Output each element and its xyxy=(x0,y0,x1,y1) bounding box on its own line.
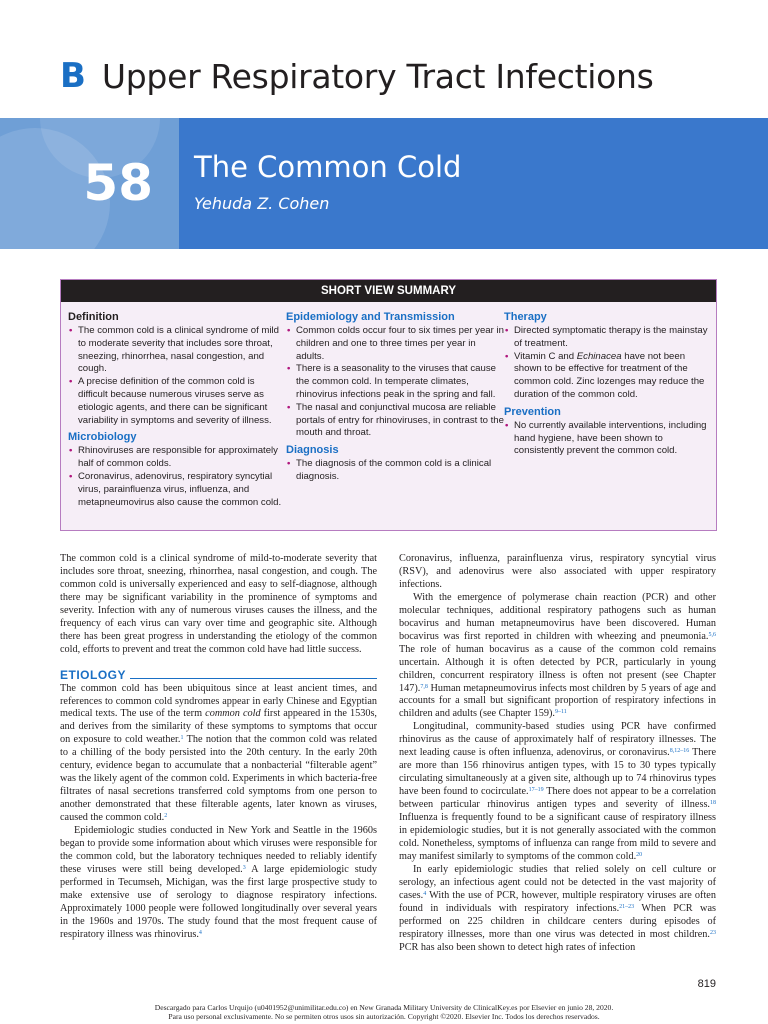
chapter-number-block xyxy=(0,118,179,249)
microbiology-list xyxy=(68,445,286,509)
list-item: • The nasal and conjunctival mucosa are reliable portals of entry for rhinoviruses, in contrast to the mouth and throat. xyxy=(286,402,504,440)
reference-link[interactable]: 21–23 xyxy=(619,903,635,910)
list-item: • The diagnosis of the common cold is a clinical diagnosis. xyxy=(286,458,504,484)
text-run: first appeared in the 1530s, and derives from the similarity of these symptoms to symptoms that occur on exposure to cold weather. xyxy=(60,708,377,746)
summary-column-3 xyxy=(504,310,709,509)
text-run: A large epidemiologic study performed in Tecumseh, Michigan, was the first large prospective study to make extensive use of serology to diagnose respiratory infections. Approximately 1000 people were followed longitudinally over several years in the 1960s and 1970s. The study found that the most frequent cause of respiratory illness was rhinovirus. xyxy=(60,863,377,940)
section-title: Upper Respiratory Tract Infections xyxy=(101,56,654,96)
definition-list xyxy=(68,325,286,427)
text-run: In early epidemiologic studies that relied solely on cell culture or serology, an infectious agent could not be detected in the vast majority of cases. xyxy=(399,863,716,901)
list-item: • Coronavirus, adenovirus, respiratory syncytial virus, parainfluenza virus, influenza, and metapneumovirus also cause the common cold. xyxy=(68,471,286,509)
chapter-author: Yehuda Z. Cohen xyxy=(194,194,330,213)
therapy-heading: Therapy xyxy=(504,311,547,323)
epidemiology-heading: Epidemiology and Transmission xyxy=(286,311,455,323)
prevention-heading: Prevention xyxy=(504,405,561,418)
therapy-emphasis: Echinacea xyxy=(576,350,622,362)
reference-link[interactable]: 20 xyxy=(636,851,643,858)
text-run: Human metapneumovirus infects most children by 5 years of age and accounts for a small but significant proportion of respiratory infections in children and adults (see Chapter 159). xyxy=(399,682,716,720)
list-item: • A precise definition of the common cold is difficult because numerous viruses serve as etiologic agents, and there can be significant variability in symptoms and severity of illness. xyxy=(68,376,286,427)
therapy-text: Vitamin C and xyxy=(514,350,577,362)
definition-heading: Definition xyxy=(68,311,119,323)
reference-link[interactable]: 1 xyxy=(180,735,184,742)
body-paragraph: Coronavirus, influenza, parainfluenza virus, respiratory syncytial virus (RSV), and adenovirus were also associated with upper respiratory infections. xyxy=(399,553,716,590)
reference-link[interactable]: 9–11 xyxy=(554,709,567,716)
diagnosis-list xyxy=(286,458,504,484)
text-run: When PCR was performed on 225 children in childcare centers during episodes of respiratory illnesses, more than one virus was detected in most children. xyxy=(399,902,716,940)
heading-rule xyxy=(130,678,377,679)
list-item: • Rhinoviruses are responsible for approximately half of common colds. xyxy=(68,445,286,471)
etiology-paragraph xyxy=(60,683,377,825)
list-item: • Common colds occur four to six times per year in children and one to three times per year in adults. xyxy=(286,325,504,363)
text-run: Epidemiologic studies conducted in New York and Seattle in the 1960s began to provide some information about which viruses were responsible for the common cold, but the laboratory techniques needed to reliably identify these viruses were still being developed. xyxy=(60,825,377,875)
text-run: The notion that the common cold was related to a chilling of the body persisted into the 20th century. In the early 20th century, evidence began to accumulate that a nonbacterial “filterable agent” was the likely agent of the common cold. Experiments in which bacteria-free filtrates of nasal secretions transferred cold symptoms from one person to another demonstrated that these filterable agents, later known as viruses, caused the common cold. xyxy=(60,734,377,824)
text-run: With the use of PCR, however, multiple respiratory viruses are often found in individuals with respiratory infections. xyxy=(399,889,716,914)
text-run: With the emergence of polymerase chain reaction (PCR) and other molecular techniques, additional respiratory pathogens such as human bocavirus and human metapneumovirus have been discovered. Human bocavirus was first reported in children with wheezing and pneumonia. xyxy=(399,591,716,642)
reference-link[interactable]: 23 xyxy=(710,929,716,936)
text-run: The common cold has been ubiquitous since at least ancient times, and references to common cold syndromes appear in early Chinese and Egyptian medical texts. The use of the term xyxy=(60,682,377,720)
summary-heading: SHORT VIEW SUMMARY xyxy=(61,280,716,302)
reference-link[interactable]: 2 xyxy=(164,813,168,820)
chapter-title: The Common Cold xyxy=(194,150,462,184)
body-paragraph xyxy=(399,592,716,722)
list-item xyxy=(504,351,709,402)
reference-link[interactable]: 18 xyxy=(710,800,716,807)
body-column-left xyxy=(60,553,377,942)
body-column-right xyxy=(399,553,716,955)
text-run: There does not appear to be a correlation between particular rhinovirus antigen types and severity of illness. xyxy=(399,786,716,811)
text-run: Influenza is frequently found to be a significant cause of respiratory illness in epidemiologic studies, but it is not generally associated with the common cold. Nonetheless, symptoms of influenza can range from mild to severe and may manifest similarly to symptoms of the common cold. xyxy=(399,812,716,862)
chapter-number: 58 xyxy=(83,154,153,212)
summary-column-1 xyxy=(68,310,286,509)
reference-link[interactable]: 8,12–16 xyxy=(669,748,690,755)
microbiology-heading: Microbiology xyxy=(68,431,137,444)
list-item: • Directed symptomatic therapy is the mainstay of treatment. xyxy=(504,325,709,351)
prevention-list xyxy=(504,420,709,458)
therapy-list xyxy=(504,325,709,402)
intro-paragraph: The common cold is a clinical syndrome of mild-to-moderate severity that includes sore throat, sneezing, rhinorrhea, nasal congestion, and cough. The common cold is universally experienced and easy to self-diagnose, although there may be significant variability in the prominence of symptoms and severity. Infection with any of numerous viruses causes the illness, and the frequency of each virus can vary over time and geographic site. Although there has been great progress in understanding the etiology of the common cold, efforts to prevent and treat the common cold have had little success. xyxy=(60,553,377,655)
etiology-heading xyxy=(60,669,377,682)
short-view-summary xyxy=(60,279,717,531)
page-number: 819 xyxy=(697,978,716,990)
section-letter: B xyxy=(60,56,86,96)
text-run: Longitudinal, community-based studies using PCR have confirmed rhinovirus as the cause of approximately half of respiratory illnesses. The next leading cause is often influenza, adenovirus, or coronavirus. xyxy=(399,721,716,759)
reference-link[interactable]: 4 xyxy=(198,929,202,936)
text-emphasis: common cold xyxy=(205,708,261,720)
text-run: There are more than 156 rhinovirus antigen types, with 15 to 30 types typically circulating simultaneously at a given site, although up to 74 rhinovirus types have been found to cocirculate. xyxy=(399,747,716,798)
therapy-text: have not been shown to be effective for treatment of the common cold. Zinc lozenges may reduce the duration of the common cold. xyxy=(514,350,705,400)
reference-link[interactable]: 5,6 xyxy=(708,631,716,638)
epidemiology-list xyxy=(286,325,504,440)
etiology-heading-text: ETIOLOGY xyxy=(60,667,127,682)
list-item: • There is a seasonality to the viruses that cause the common cold. In temperate climates, rhinovirus infections peak in the spring and fall. xyxy=(286,363,504,401)
section-header xyxy=(60,52,653,100)
body-paragraph xyxy=(399,721,716,863)
chapter-banner xyxy=(0,118,768,249)
text-run: PCR has also been shown to detect high rates of infection xyxy=(399,941,636,953)
footer-line: Para uso personal exclusivamente. No se permiten otros usos sin autorización. Copyright ©2020. Elsevier Inc. Todos los derechos reservados. xyxy=(168,1012,600,1021)
chapter-title-block xyxy=(179,118,768,249)
reference-link[interactable]: 7,8 xyxy=(420,683,428,690)
reference-link[interactable]: 4 xyxy=(423,890,427,897)
list-item: • The common cold is a clinical syndrome of mild to moderate severity that includes sore throat, sneezing, rhinorrhea, nasal congestion, and cough. xyxy=(68,325,286,376)
etiology-paragraph xyxy=(60,825,377,942)
reference-link[interactable]: 17–19 xyxy=(528,787,544,794)
footer-line: Descargado para Carlos Urquijo (u0401952@unimilitar.edu.co) en New Granada Military University de ClinicalKey.es por Elsevier en junio 28, 2020. xyxy=(154,1003,614,1012)
list-item: • No currently available interventions, including hand hygiene, have been shown to consistently prevent the common cold. xyxy=(504,420,709,458)
body-paragraph xyxy=(399,864,716,955)
reference-link[interactable]: 3 xyxy=(242,864,246,871)
summary-column-2 xyxy=(286,310,504,509)
diagnosis-heading: Diagnosis xyxy=(286,444,339,457)
text-run: The role of human bocavirus as a cause of the common cold remains uncertain. Although it is often detected by PCR, particularly in young children, concurrent respiratory illness is often not present (see Chapter 147). xyxy=(399,643,716,694)
